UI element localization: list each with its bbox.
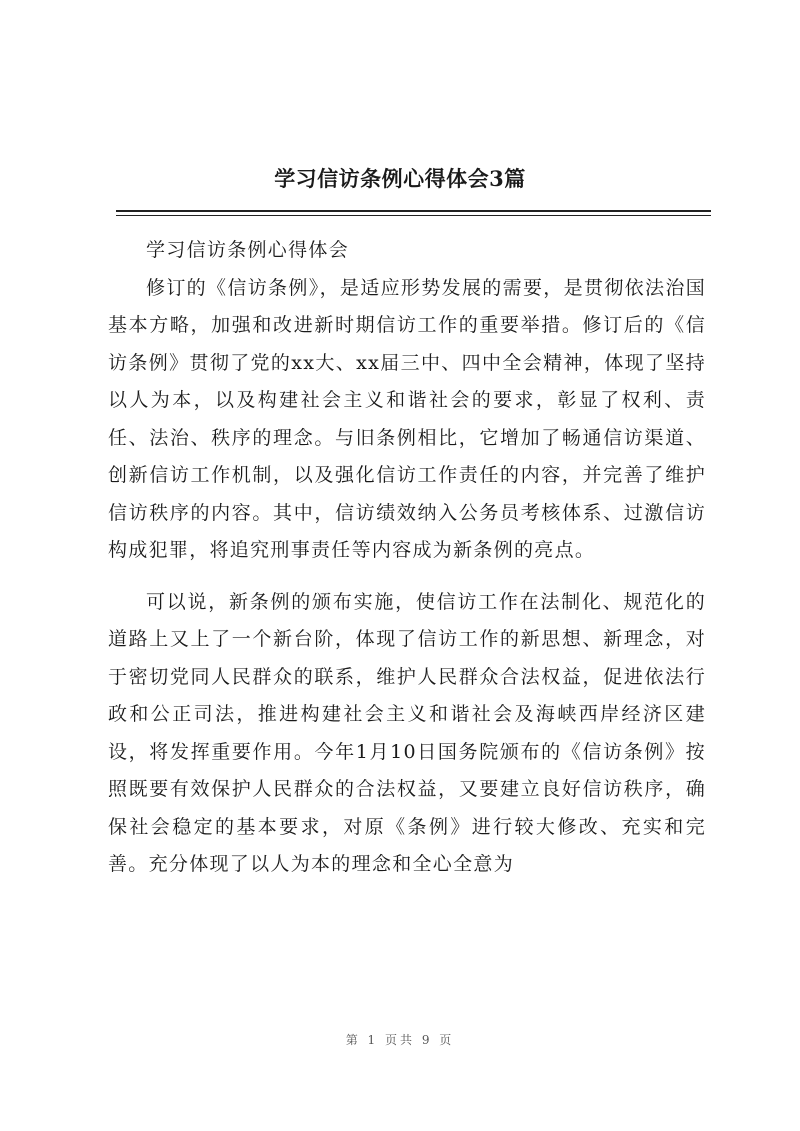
- title-divider: [116, 210, 711, 212]
- document-title: 学习信访条例心得体会3篇: [274, 166, 526, 191]
- page-number-footer: 第 1 页共 9 页: [345, 1033, 455, 1047]
- paragraph: 修订的《信访条例》，是适应形势发展的需要，是贯彻依法治国基本方略，加强和改进新时期信访工作的重要举措。修订后的《信访条例》贯彻了党的xx大、xx届三中、四中全会精神，体现了坚持以人为本，以及构建社会主义和谐社会的要求，彰显了权利、责任、法治、秩序的理念。与旧条例相比，它增加了畅通信访渠道、创新信访工作机制，以及强化信访工作责任的内容，并完善了维护信访秩序的内容。其中，信访绩效纳入公务员考核体系、过激信访构成犯罪，将追究刑事责任等内容成为新条例的亮点。: [108, 276, 706, 561]
- paragraph: 可以说，新条例的颁布实施，使信访工作在法制化、规范化的道路上又上了一个新台阶，体现了信访工作的新思想、新理念，对于密切党同人民群众的联系，维护人民群众合法权益，促进依法行政和公正司法，推进构建社会主义和谐社会及海峡西岸经济区建设，将发挥重要作用。今年1月10日国务院颁布的《信访条例》按照既要有效保护人民群众的合法权益，又要建立良好信访秩序，确保社会稳定的基本要求，对原《条例》进行较大修改、充实和完善。充分体现了以人为本的理念和全心全意为: [108, 590, 706, 875]
- section-heading: 学习信访条例心得体会: [146, 239, 350, 261]
- title-divider-thin: [116, 215, 711, 216]
- document-body: [108, 232, 706, 884]
